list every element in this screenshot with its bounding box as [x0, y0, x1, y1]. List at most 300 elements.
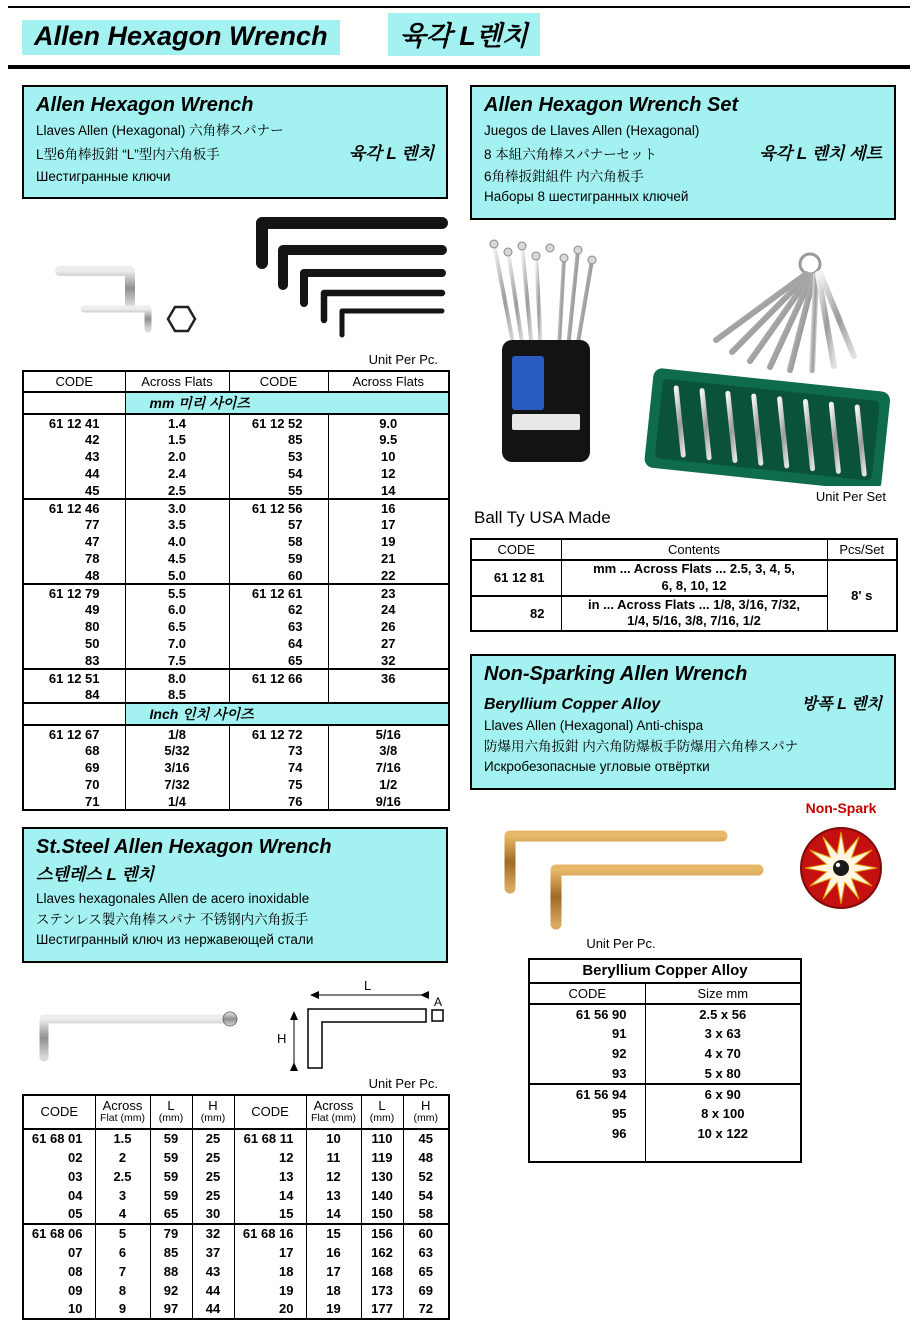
section-title: Allen Hexagon Wrench — [36, 94, 254, 116]
h-cell: 25 — [192, 1129, 234, 1148]
code-cell: 61 12 67 — [23, 725, 125, 742]
table-row — [23, 1205, 449, 1224]
green-case-set-icon — [644, 367, 891, 485]
h-cell: 52 — [403, 1167, 449, 1186]
desc-ru: Шестигранные ключи — [36, 168, 171, 184]
column-header: CODE — [234, 1095, 306, 1129]
beryllium-rows — [529, 1004, 801, 1144]
table-row — [23, 793, 449, 810]
inch-band-row — [23, 703, 449, 725]
black-wrench-icon — [262, 223, 442, 263]
h-cell: 37 — [192, 1243, 234, 1262]
size-cell: 5 x 80 — [645, 1064, 801, 1084]
contents-cell: in ... Across Flats ... 1/8, 3/16, 7/32, 1/4, 5/16, 3/8, 7/16, 1/2 — [561, 596, 827, 632]
code-cell — [229, 686, 328, 703]
size-cell: 1.5 — [125, 431, 229, 448]
l-cell: 119 — [361, 1148, 403, 1167]
table-row — [23, 1262, 449, 1281]
table-row — [23, 431, 449, 448]
alloy-band-label: Beryllium Copper Alloy — [529, 959, 801, 983]
table-row — [23, 618, 449, 635]
h-cell: 63 — [403, 1243, 449, 1262]
size-cell: 16 — [328, 499, 449, 516]
desc-kr: 육각 L 렌치 — [348, 143, 434, 163]
size-cell: 14 — [328, 482, 449, 499]
code-cell: 15 — [234, 1205, 306, 1224]
table-row — [529, 1064, 801, 1084]
size-cell: 5.5 — [125, 584, 229, 601]
non-spark-icon — [793, 818, 889, 914]
code-cell: 58 — [229, 533, 328, 550]
column-header: H (mm) — [403, 1095, 449, 1129]
table-row — [23, 448, 449, 465]
code-cell: 96 — [529, 1124, 645, 1144]
h-cell: 45 — [403, 1129, 449, 1148]
mm-band-row — [23, 392, 449, 414]
code-cell: 53 — [229, 448, 328, 465]
l-cell: 59 — [150, 1186, 192, 1205]
size-cell: 2.0 — [125, 448, 229, 465]
stainless-wrench-image — [22, 971, 448, 1073]
column-header: Across Flats — [125, 371, 229, 392]
code-cell: 49 — [23, 601, 125, 618]
flat-cell: 6 — [95, 1243, 150, 1262]
size-cell: 8 x 100 — [645, 1104, 801, 1124]
code-cell: 45 — [23, 482, 125, 499]
code-cell: 08 — [23, 1262, 95, 1281]
table-header-row — [529, 983, 801, 1004]
desc-ru: Шестигранный ключ из нержавеющей стали — [36, 932, 314, 948]
flat-cell: 2.5 — [95, 1167, 150, 1186]
l-cell: 65 — [150, 1205, 192, 1224]
code-cell: 61 12 61 — [229, 584, 328, 601]
size-cell: 3/16 — [125, 759, 229, 776]
section-nonsparking-wrench — [470, 654, 896, 790]
table-row — [23, 414, 449, 431]
code-cell: 04 — [23, 1186, 95, 1205]
code-cell: 91 — [529, 1024, 645, 1044]
l-cell: 59 — [150, 1129, 192, 1148]
h-cell: 25 — [192, 1167, 234, 1186]
table-row — [23, 1186, 449, 1205]
column-header: Across Flat (mm) — [306, 1095, 361, 1129]
code-cell: 93 — [529, 1064, 645, 1084]
column-header: H (mm) — [192, 1095, 234, 1129]
copper-wrench-image — [470, 798, 770, 930]
size-cell: 17 — [328, 516, 449, 533]
code-cell: 63 — [229, 618, 328, 635]
flat-cell: 17 — [306, 1262, 361, 1281]
code-cell: 18 — [234, 1262, 306, 1281]
table-row — [23, 725, 449, 742]
code-cell: 82 — [471, 596, 561, 632]
l-cell: 162 — [361, 1243, 403, 1262]
mm-rows — [23, 414, 449, 703]
copper-wrench-icon — [556, 870, 758, 924]
code-cell: 07 — [23, 1243, 95, 1262]
table-row — [23, 686, 449, 703]
size-cell: 1.4 — [125, 414, 229, 431]
l-cell: 59 — [150, 1148, 192, 1167]
right-column — [470, 85, 896, 1320]
l-cell: 140 — [361, 1186, 403, 1205]
table-band-row — [529, 959, 801, 983]
h-cell: 25 — [192, 1186, 234, 1205]
desc-ru: Искробезопасные угловые отвёртки — [484, 759, 710, 775]
column-header: L (mm) — [150, 1095, 192, 1129]
l-cell: 59 — [150, 1167, 192, 1186]
wrench-set-image — [470, 228, 896, 486]
code-cell: 61 68 11 — [234, 1129, 306, 1148]
code-cell: 13 — [234, 1167, 306, 1186]
size-cell: 9/16 — [328, 793, 449, 810]
desc-es: Llaves Allen (Hexagonal) Anti-chispa — [484, 718, 704, 734]
table-row — [23, 1148, 449, 1167]
table-row — [23, 550, 449, 567]
beryllium-table-wrap — [528, 958, 800, 1163]
table-row — [471, 560, 897, 596]
left-column — [22, 85, 448, 1320]
section-allen-wrench — [22, 85, 448, 199]
mm-band-label: mm 미리 사이즈 — [125, 392, 449, 414]
table-row — [23, 759, 449, 776]
size-cell: 5.0 — [125, 567, 229, 584]
code-cell: 55 — [229, 482, 328, 499]
stainless-wrench-icon — [44, 1019, 228, 1057]
section-title: Allen Hexagon Wrench Set — [484, 94, 739, 116]
contents-cell: mm ... Across Flats ... 2.5, 3, 4, 5, 6, 8, 10, 12 — [561, 560, 827, 596]
code-cell: 71 — [23, 793, 125, 810]
code-cell: 62 — [229, 601, 328, 618]
subtitle-alloy: Beryllium Copper Alloy — [484, 696, 661, 714]
desc-es-jp: Llaves Allen (Hexagonal) 六角棒スパナー — [36, 123, 284, 138]
size-cell: 32 — [328, 652, 449, 669]
table-row — [23, 1167, 449, 1186]
size-cell: 9.5 — [328, 431, 449, 448]
size-cell: 6.5 — [125, 618, 229, 635]
code-cell: 60 — [229, 567, 328, 584]
code-cell: 19 — [234, 1281, 306, 1300]
flat-cell: 14 — [306, 1205, 361, 1224]
code-cell: 03 — [23, 1167, 95, 1186]
flat-cell: 19 — [306, 1300, 361, 1319]
code-cell: 12 — [234, 1148, 306, 1167]
code-cell: 61 12 46 — [23, 499, 125, 516]
steel-wrench-icon — [60, 271, 130, 305]
size-cell: 2.4 — [125, 465, 229, 482]
l-cell: 88 — [150, 1262, 192, 1281]
band-lead — [23, 703, 125, 725]
code-cell: 61 56 90 — [529, 1004, 645, 1024]
non-spark-label: Non-Spark — [805, 799, 877, 816]
stainless-figure — [22, 971, 448, 1073]
flat-cell: 5 — [95, 1224, 150, 1243]
size-cell: 23 — [328, 584, 449, 601]
pcs-per-set-cell: 8' s — [827, 560, 897, 632]
table-row — [23, 1281, 449, 1300]
allen-wrench-image — [22, 207, 448, 349]
code-cell: 02 — [23, 1148, 95, 1167]
desc-es: Juegos de Llaves Allen (Hexagonal) — [484, 123, 700, 138]
ball-end-icon — [223, 1012, 237, 1026]
code-cell: 54 — [229, 465, 328, 482]
hex-profile-icon — [168, 307, 195, 331]
code-cell: 09 — [23, 1281, 95, 1300]
code-cell: 65 — [229, 652, 328, 669]
table-header-row — [23, 371, 449, 392]
size-cell: 12 — [328, 465, 449, 482]
section-stainless-wrench — [22, 827, 448, 963]
code-cell: 61 12 41 — [23, 414, 125, 431]
size-cell: 4.0 — [125, 533, 229, 550]
size-cell: 26 — [328, 618, 449, 635]
wrench-set-figure — [470, 228, 896, 486]
flat-cell: 8 — [95, 1281, 150, 1300]
table-row — [23, 635, 449, 652]
h-cell: 72 — [403, 1300, 449, 1319]
flat-cell: 12 — [306, 1167, 361, 1186]
diagram-label-l: L — [364, 977, 372, 993]
key-ring-set-icon — [716, 254, 854, 370]
size-cell: 3.5 — [125, 516, 229, 533]
size-cell: 21 — [328, 550, 449, 567]
column-header: Pcs/Set — [827, 539, 897, 560]
size-cell: 1/4 — [125, 793, 229, 810]
h-cell: 58 — [403, 1205, 449, 1224]
beryllium-wrench-table — [528, 958, 802, 1163]
desc-jp: 8 本組六角棒スパナーセット — [484, 146, 657, 162]
code-cell: 61 12 52 — [229, 414, 328, 431]
size-cell: 6.0 — [125, 601, 229, 618]
code-cell: 77 — [23, 516, 125, 533]
column-header: Contents — [561, 539, 827, 560]
table-row — [23, 1224, 449, 1243]
code-cell: 80 — [23, 618, 125, 635]
ball-type-note: Ball Ty USA Made — [474, 507, 611, 527]
code-cell: 95 — [529, 1104, 645, 1124]
flat-cell: 9 — [95, 1300, 150, 1319]
table-row — [23, 584, 449, 601]
code-cell: 92 — [529, 1044, 645, 1064]
column-header: CODE — [529, 983, 645, 1004]
table-row — [529, 1024, 801, 1044]
h-cell: 32 — [192, 1224, 234, 1243]
h-cell: 60 — [403, 1224, 449, 1243]
section-title: Non-Sparking Allen Wrench — [484, 663, 748, 686]
table-row — [23, 1300, 449, 1319]
code-cell: 61 68 01 — [23, 1129, 95, 1148]
size-cell: 2.5 x 56 — [645, 1004, 801, 1024]
table-row — [23, 776, 449, 793]
content-columns — [8, 69, 910, 1320]
size-cell: 7/16 — [328, 759, 449, 776]
size-cell: 36 — [328, 669, 449, 686]
flat-cell: 13 — [306, 1186, 361, 1205]
band-lead — [23, 392, 125, 414]
table-row — [23, 1243, 449, 1262]
table-row — [23, 742, 449, 759]
diagram-label-a: A — [434, 994, 443, 1009]
section-title-kr: 스텐레스 L 렌치 — [36, 865, 155, 885]
column-header: L (mm) — [361, 1095, 403, 1129]
l-cell: 173 — [361, 1281, 403, 1300]
code-cell: 61 12 56 — [229, 499, 328, 516]
stainless-wrench-table — [22, 1094, 450, 1320]
inch-band-label: Inch 인치 사이즈 — [125, 703, 449, 725]
size-cell: 9.0 — [328, 414, 449, 431]
nonspark-figure — [470, 798, 896, 954]
l-cell: 79 — [150, 1224, 192, 1243]
table-row — [23, 567, 449, 584]
l-cell: 150 — [361, 1205, 403, 1224]
h-cell: 69 — [403, 1281, 449, 1300]
h-cell: 25 — [192, 1148, 234, 1167]
wrench-set-table — [470, 538, 898, 633]
code-cell: 70 — [23, 776, 125, 793]
table-row — [23, 499, 449, 516]
size-cell: 3.0 — [125, 499, 229, 516]
h-cell: 44 — [192, 1300, 234, 1319]
h-cell: 54 — [403, 1186, 449, 1205]
l-cell: 85 — [150, 1243, 192, 1262]
code-cell: 17 — [234, 1243, 306, 1262]
column-header: CODE — [229, 371, 328, 392]
code-cell: 10 — [23, 1300, 95, 1319]
flat-cell: 10 — [306, 1129, 361, 1148]
flat-cell: 15 — [306, 1224, 361, 1243]
table-row — [23, 652, 449, 669]
l-cell: 130 — [361, 1167, 403, 1186]
code-cell: 61 68 06 — [23, 1224, 95, 1243]
h-cell: 43 — [192, 1262, 234, 1281]
desc-ru: Наборы 8 шестигранных ключей — [484, 189, 689, 205]
column-header: Across Flats — [328, 371, 449, 392]
flat-cell: 3 — [95, 1186, 150, 1205]
code-cell: 20 — [234, 1300, 306, 1319]
size-cell: 1/2 — [328, 776, 449, 793]
size-cell: 3/8 — [328, 742, 449, 759]
size-cell: 3 x 63 — [645, 1024, 801, 1044]
code-cell: 68 — [23, 742, 125, 759]
code-cell: 43 — [23, 448, 125, 465]
l-cell: 177 — [361, 1300, 403, 1319]
code-cell: 50 — [23, 635, 125, 652]
size-cell: 7.5 — [125, 652, 229, 669]
key-holder-set-icon — [490, 240, 596, 462]
flat-cell: 18 — [306, 1281, 361, 1300]
code-cell: 74 — [229, 759, 328, 776]
h-cell: 48 — [403, 1148, 449, 1167]
stainless-rows — [23, 1129, 449, 1319]
table-row — [529, 1124, 801, 1144]
table-header-row — [471, 539, 897, 560]
column-header: CODE — [471, 539, 561, 560]
size-cell: 7/32 — [125, 776, 229, 793]
size-cell: 6 x 90 — [645, 1084, 801, 1104]
table-row — [529, 1004, 801, 1024]
unit-per-pc-label: Unit Per Pc. — [586, 935, 656, 951]
h-cell: 65 — [403, 1262, 449, 1281]
code-cell: 44 — [23, 465, 125, 482]
code-cell: 75 — [229, 776, 328, 793]
code-cell: 61 12 66 — [229, 669, 328, 686]
desc-cn: 6角棒扳鉗組件 内六角板手 — [484, 168, 644, 184]
copper-wrench-icon — [510, 836, 722, 888]
code-cell: 05 — [23, 1205, 95, 1224]
size-cell: 5/32 — [125, 742, 229, 759]
l-cell: 97 — [150, 1300, 192, 1319]
subtitle-kr: 방폭 L 렌치 — [801, 696, 882, 714]
size-cell: 19 — [328, 533, 449, 550]
code-cell: 59 — [229, 550, 328, 567]
table-row — [529, 1044, 801, 1064]
table-row — [23, 465, 449, 482]
code-cell: 78 — [23, 550, 125, 567]
diagram-label-h: H — [277, 1030, 287, 1046]
size-cell: 27 — [328, 635, 449, 652]
code-cell: 61 12 81 — [471, 560, 561, 596]
code-cell: 42 — [23, 431, 125, 448]
code-cell: 47 — [23, 533, 125, 550]
table-row — [23, 482, 449, 499]
l-cell: 92 — [150, 1281, 192, 1300]
column-header: CODE — [23, 1095, 95, 1129]
desc-jp-cn: ステンレス製六角棒スパナ 不锈钢内六角扳手 — [36, 911, 309, 927]
desc-cn-jp: 防爆用六角扳鉗 内六角防爆板手防爆用六角棒スパナ — [484, 738, 799, 754]
spacer-row — [529, 1144, 801, 1162]
size-cell: 10 x 122 — [645, 1124, 801, 1144]
size-cell: 4 x 70 — [645, 1044, 801, 1064]
code-cell: 61 68 16 — [234, 1224, 306, 1243]
code-cell: 73 — [229, 742, 328, 759]
desc-cn: L型6角棒扳鉗 “L”型内六角板手 — [36, 146, 220, 162]
column-header: Across Flat (mm) — [95, 1095, 150, 1129]
allen-wrench-table — [22, 370, 450, 811]
code-cell: 48 — [23, 567, 125, 584]
table-row — [23, 601, 449, 618]
size-cell: 24 — [328, 601, 449, 618]
code-cell: 84 — [23, 686, 125, 703]
page-title-kr: 육각 L렌치 — [388, 13, 540, 56]
code-cell: 64 — [229, 635, 328, 652]
size-cell: 2.5 — [125, 482, 229, 499]
page-header — [8, 6, 910, 69]
flat-cell: 2 — [95, 1148, 150, 1167]
table-header-row — [23, 1095, 449, 1129]
l-cell: 168 — [361, 1262, 403, 1281]
h-cell: 30 — [192, 1205, 234, 1224]
table-row — [23, 1129, 449, 1148]
table-row — [23, 516, 449, 533]
size-cell: 5/16 — [328, 725, 449, 742]
table-row — [23, 533, 449, 550]
desc-kr: 육각 L 렌치 세트 — [759, 143, 882, 163]
dimension-diagram — [277, 978, 443, 1068]
code-cell: 76 — [229, 793, 328, 810]
code-cell: 14 — [234, 1186, 306, 1205]
size-cell: 8.5 — [125, 686, 229, 703]
page-title — [22, 13, 896, 56]
table-row — [529, 1104, 801, 1124]
table-row — [529, 1084, 801, 1104]
size-cell: 4.5 — [125, 550, 229, 567]
flat-cell: 16 — [306, 1243, 361, 1262]
size-cell: 10 — [328, 448, 449, 465]
allen-wrench-figure — [22, 207, 448, 349]
code-cell: 57 — [229, 516, 328, 533]
flat-cell: 7 — [95, 1262, 150, 1281]
code-cell: 83 — [23, 652, 125, 669]
